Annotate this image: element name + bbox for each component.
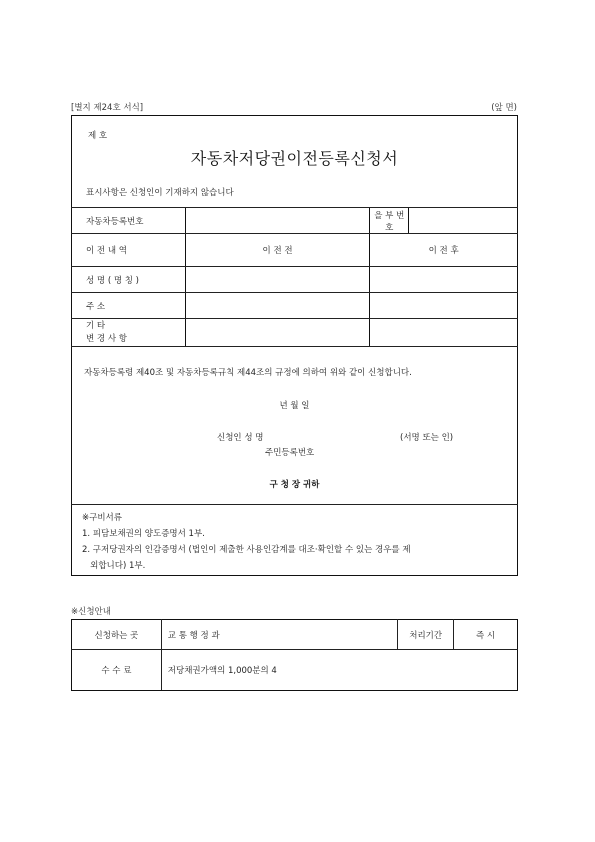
after-transfer-header: 이 전 후 [370, 234, 518, 267]
required-document-item: 외합니다) 1부. [82, 561, 146, 571]
transfer-detail-label: 이 전 내 역 [72, 234, 186, 267]
required-document-item: 2. 구저당권자의 인감증명서 (법인이 제출한 사용인감계를 대조·확인할 수 있는 경우를 제 [82, 545, 411, 555]
guide-period-label: 처리기간 [398, 620, 454, 650]
guide-title: ※신청안내 [71, 607, 111, 617]
declaration-block [72, 347, 518, 505]
name-after-field[interactable] [370, 267, 518, 293]
form-header-block [72, 116, 518, 208]
before-transfer-header: 이 전 전 [185, 234, 370, 267]
sub-number-label: 을 부 번 호 [370, 208, 409, 234]
page-side: (앞 면) [491, 103, 517, 113]
recipient: 구 청 장 귀하 [269, 480, 320, 490]
guide-period-value: 즉 시 [454, 620, 518, 650]
car-registration-number-field[interactable] [185, 208, 370, 234]
form-number: [별지 제24호 서식] [71, 103, 144, 113]
receipt-number-label: 제 호 [88, 131, 108, 141]
resident-number-label: 주민등록번호 [265, 448, 315, 458]
address-after-field[interactable] [370, 293, 518, 319]
car-registration-number-label: 자동차등록번호 [72, 208, 186, 234]
guide-place-value: 교 통 행 정 과 [161, 620, 397, 650]
declaration-text: 자동차등록령 제40조 및 자동차등록규칙 제44조의 규정에 의하여 위와 같이 신청합니다. [84, 368, 412, 378]
other-after-field[interactable] [370, 319, 518, 347]
application-form [71, 115, 518, 576]
application-guide-table [71, 619, 518, 691]
signature-hint: (서명 또는 인) [400, 433, 454, 443]
form-title: 자동차저당권이전등록신청서 [190, 149, 399, 168]
address-before-field[interactable] [185, 293, 370, 319]
other-before-field[interactable] [185, 319, 370, 347]
guide-fee-label: 수 수 료 [72, 650, 162, 691]
name-label: 성 명 ( 명 칭 ) [72, 267, 186, 293]
required-documents-block [72, 505, 518, 576]
date-line: 년 월 일 [279, 401, 310, 411]
applicant-name-label: 신청인 성 명 [217, 433, 264, 443]
required-documents-title: ※구비서류 [82, 513, 122, 523]
required-document-item: 1. 피담보채권의 양도증명서 1부. [82, 529, 205, 539]
sub-number-field[interactable] [409, 208, 518, 234]
other-changes-label: 기 타 변 경 사 항 [72, 319, 186, 347]
address-label: 주 소 [72, 293, 186, 319]
name-before-field[interactable] [185, 267, 370, 293]
guide-place-label: 신청하는 곳 [72, 620, 162, 650]
official-use-notice: 표시사항은 신청인이 기재하지 않습니다 [86, 188, 234, 198]
guide-fee-value: 저당채권가액의 1,000분의 4 [161, 650, 517, 691]
